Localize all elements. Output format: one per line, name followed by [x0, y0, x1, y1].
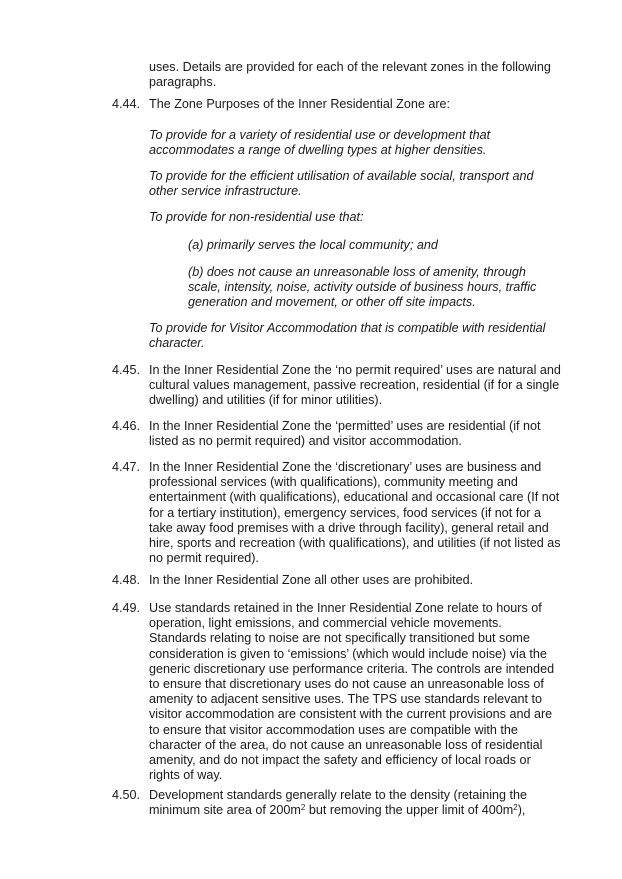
zone-purpose-item: To provide for non-residential use that: — [149, 210, 364, 224]
superscript: 2 — [513, 803, 518, 813]
zone-purpose-item: To provide for Visitor Accommodation that is compatible with residential character. — [149, 321, 546, 351]
superscript: 2 — [300, 803, 306, 813]
paragraph-text: In the Inner Residential Zone the ‘discretionary’ uses are business and professional services (with qualifications), community meeting and entertainment (with qualifications), educational and occasional care (If not for a tertiary institution), emergency services, food services (if not for a take away food premises with a drive through facility), general retail and hire, sports and recreation (with qualifications), and utilities (if not listed as no permit required). — [149, 460, 561, 566]
paragraph-number: 4.48. — [112, 573, 141, 587]
intro-paragraph: uses. Details are provided for each of the relevant zones in the following paragraphs. — [149, 60, 551, 90]
paragraph-number: 4.46. — [112, 419, 141, 433]
zone-purpose-subitem: (a) primarily serves the local community; and — [188, 238, 438, 252]
zone-purpose-subitem: (b) does not cause an unreasonable loss of amenity, through scale, intensity, noise, activity outside of business hours, traffic generation and movement, or other off site impacts. — [188, 265, 537, 310]
zone-purpose-item: To provide for the efficient utilisation of available social, transport and other service infrastructure. — [149, 169, 534, 199]
paragraph-number: 4.45. — [112, 363, 141, 377]
paragraph-text: Use standards retained in the Inner Residential Zone relate to hours of operation, light emissions, and commercial vehicle movements. Standards relating to noise are not specifically transitioned but some consideration is given to ‘emissions’ (which would include noise) via the generic discretionary use performance criteria. The controls are intended to ensure that discretionary uses do not cause an unreasonable loss of amenity to adjacent sensitive uses. The TPS use standards relevant to visitor accommodation are consistent with the current provisions and are to ensure that visitor accommodation uses are compatible with the character of the area, do not cause an unreasonable loss of residential amenity, and do not impact the safety and efficiency of local roads or rights of way. — [149, 601, 555, 783]
paragraph-number: 4.44. — [112, 97, 141, 111]
paragraph-text-part: but removing the upper limit of 400m — [305, 803, 514, 818]
paragraph-text — [149, 788, 561, 818]
paragraph-text: The Zone Purposes of the Inner Residential Zone are: — [149, 97, 451, 111]
paragraph-number: 4.47. — [112, 460, 141, 474]
paragraph-number: 4.50. — [112, 788, 141, 802]
paragraph-text-part: Development standards generally relate to the density (retaining the minimum site area of 200m — [149, 788, 528, 818]
paragraph-text: In the Inner Residential Zone the ‘no permit required’ uses are natural and cultural values management, passive recreation, residential (if for a single dwelling) and utilities (if for minor utilities). — [149, 363, 561, 408]
paragraph-text-part: ), — [517, 803, 526, 818]
paragraph-text: In the Inner Residential Zone all other uses are prohibited. — [149, 573, 474, 587]
zone-purpose-item: To provide for a variety of residential use or development that accommodates a range of dwelling types at higher densities. — [149, 128, 491, 158]
paragraph-number: 4.49. — [112, 601, 141, 615]
paragraph-text: In the Inner Residential Zone the ‘permitted’ uses are residential (if not listed as no permit required) and visitor accommodation. — [149, 419, 541, 449]
